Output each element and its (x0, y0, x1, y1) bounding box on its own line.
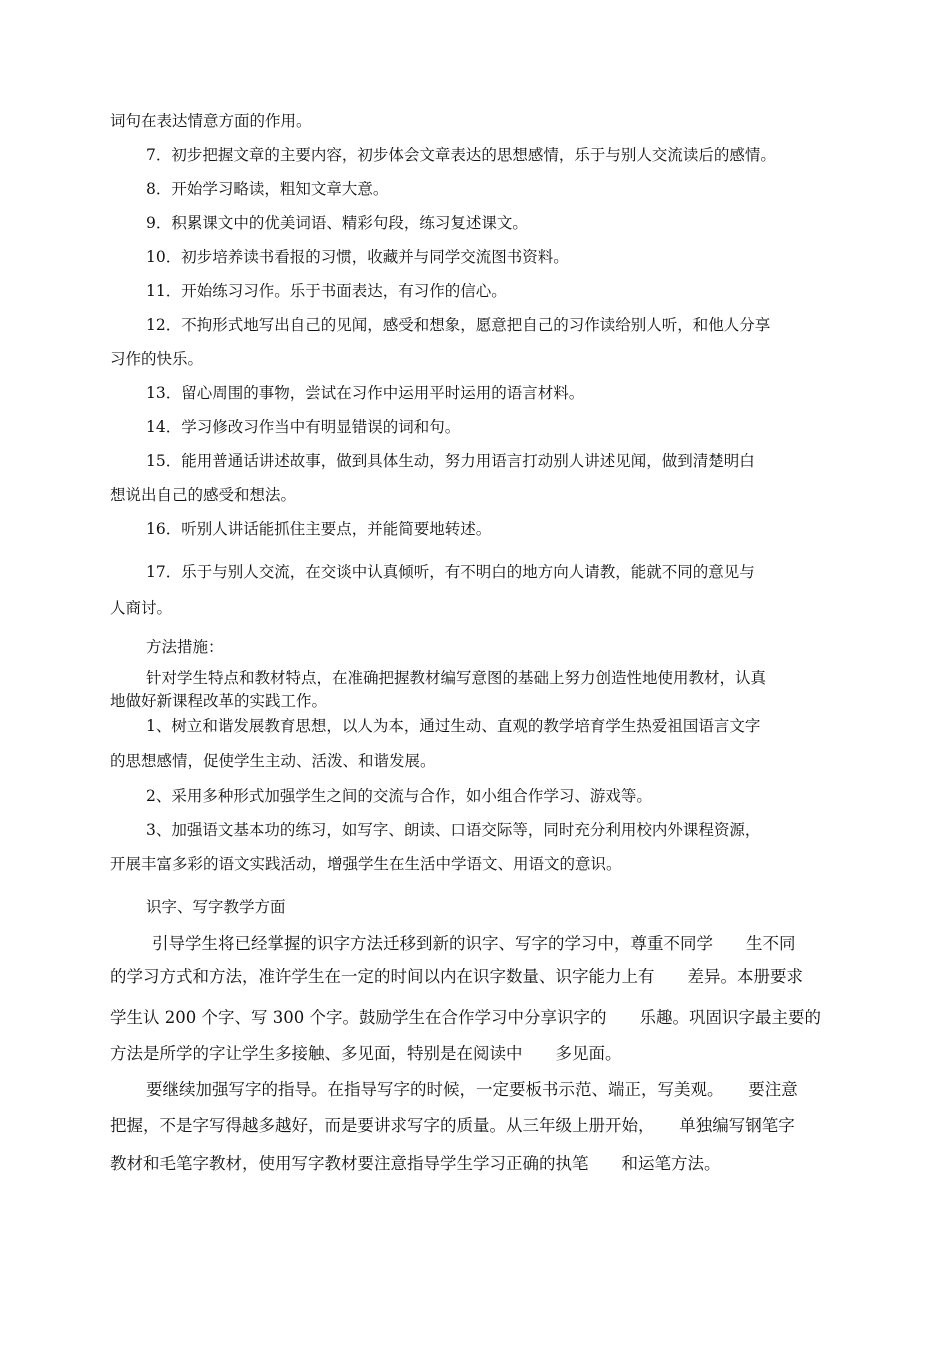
section-heading: 方法措施： (146, 638, 224, 656)
text-line: 16．听别人讲话能抓住主要点，并能简要地转述。 (146, 520, 492, 538)
text-line: 3、加强语文基本功的练习，如写字、朗读、口语交际等，同时充分利用校内外课程资源， (146, 821, 761, 839)
text-line: 把握，不是字写得越多越好，而是要讲求写字的质量。从三年级上册开始， 单独编写钢笔字 (110, 1116, 795, 1135)
text-line: 地做好新课程改革的实践工作。 (110, 692, 328, 710)
text-line: 1、树立和谐发展教育思想，以人为本，通过生动、直观的教学培育学生热爱祖国语言文字 (146, 717, 761, 735)
section-heading: 识字、写字教学方面 (146, 898, 286, 916)
text-line: 词句在表达情意方面的作用。 (110, 112, 312, 130)
text-line: 2、采用多种形式加强学生之间的交流与合作，如小组合作学习、游戏等。 (146, 787, 652, 805)
text-line: 引导学生将已经掌握的识字方法迁移到新的识字、写字的学习中，尊重不同学 生不同 (152, 934, 796, 953)
text-line: 17．乐于与别人交流，在交谈中认真倾听，有不明白的地方向人请教，能就不同的意见与 (146, 563, 755, 581)
text-line: 的学习方式和方法，准许学生在一定的时间以内在识字数量、识字能力上有 差异。本册要求 (110, 967, 803, 986)
text-line: 教材和毛笔字教材，使用写字教材要注意指导学生学习正确的执笔 和运笔方法。 (110, 1154, 721, 1173)
text-line: 7．初步把握文章的主要内容，初步体会文章表达的思想感情，乐于与别人交流读后的感情。 (146, 146, 776, 164)
text-line: 11．开始练习习作。乐于书面表达，有习作的信心。 (146, 282, 507, 300)
text-line: 14．学习修改习作当中有明显错误的词和句。 (146, 418, 461, 436)
text-line: 开展丰富多彩的语文实践活动，增强学生在生活中学语文、用语文的意识。 (110, 855, 622, 873)
text-line: 的思想感情，促使学生主动、活泼、和谐发展。 (110, 752, 436, 770)
text-line: 学生认 200 个字、写 300 个字。鼓励学生在合作学习中分享识字的 乐趣。巩固识字最主要的 (110, 1008, 821, 1027)
text-line: 想说出自己的感受和想法。 (110, 486, 297, 504)
text-line: 要继续加强写字的指导。在指导写字的时候，一定要板书示范、端正，写美观。 要注意 (146, 1080, 798, 1099)
text-line: 针对学生特点和教材特点，在准确把握教材编写意图的基础上努力创造性地使用教材，认真 (146, 669, 767, 687)
text-line: 10．初步培养读书看报的习惯，收藏并与同学交流图书资料。 (146, 248, 569, 266)
text-line: 12．不拘形式地写出自己的见闻，感受和想象，愿意把自己的习作读给别人听，和他人分享 (146, 316, 771, 334)
text-line: 9．积累课文中的优美词语、精彩句段，练习复述课文。 (146, 214, 528, 232)
text-line: 13．留心周围的事物，尝试在习作中运用平时运用的语言材料。 (146, 384, 585, 402)
text-line: 人商讨。 (110, 599, 173, 617)
text-line: 方法是所学的字让学生多接触、多见面，特别是在阅读中 多见面。 (110, 1044, 622, 1063)
text-line: 8．开始学习略读，粗知文章大意。 (146, 180, 389, 198)
text-line: 习作的快乐。 (110, 350, 204, 368)
text-line: 15．能用普通话讲述故事，做到具体生动，努力用语言打动别人讲述见闻，做到清楚明白 (146, 452, 755, 470)
